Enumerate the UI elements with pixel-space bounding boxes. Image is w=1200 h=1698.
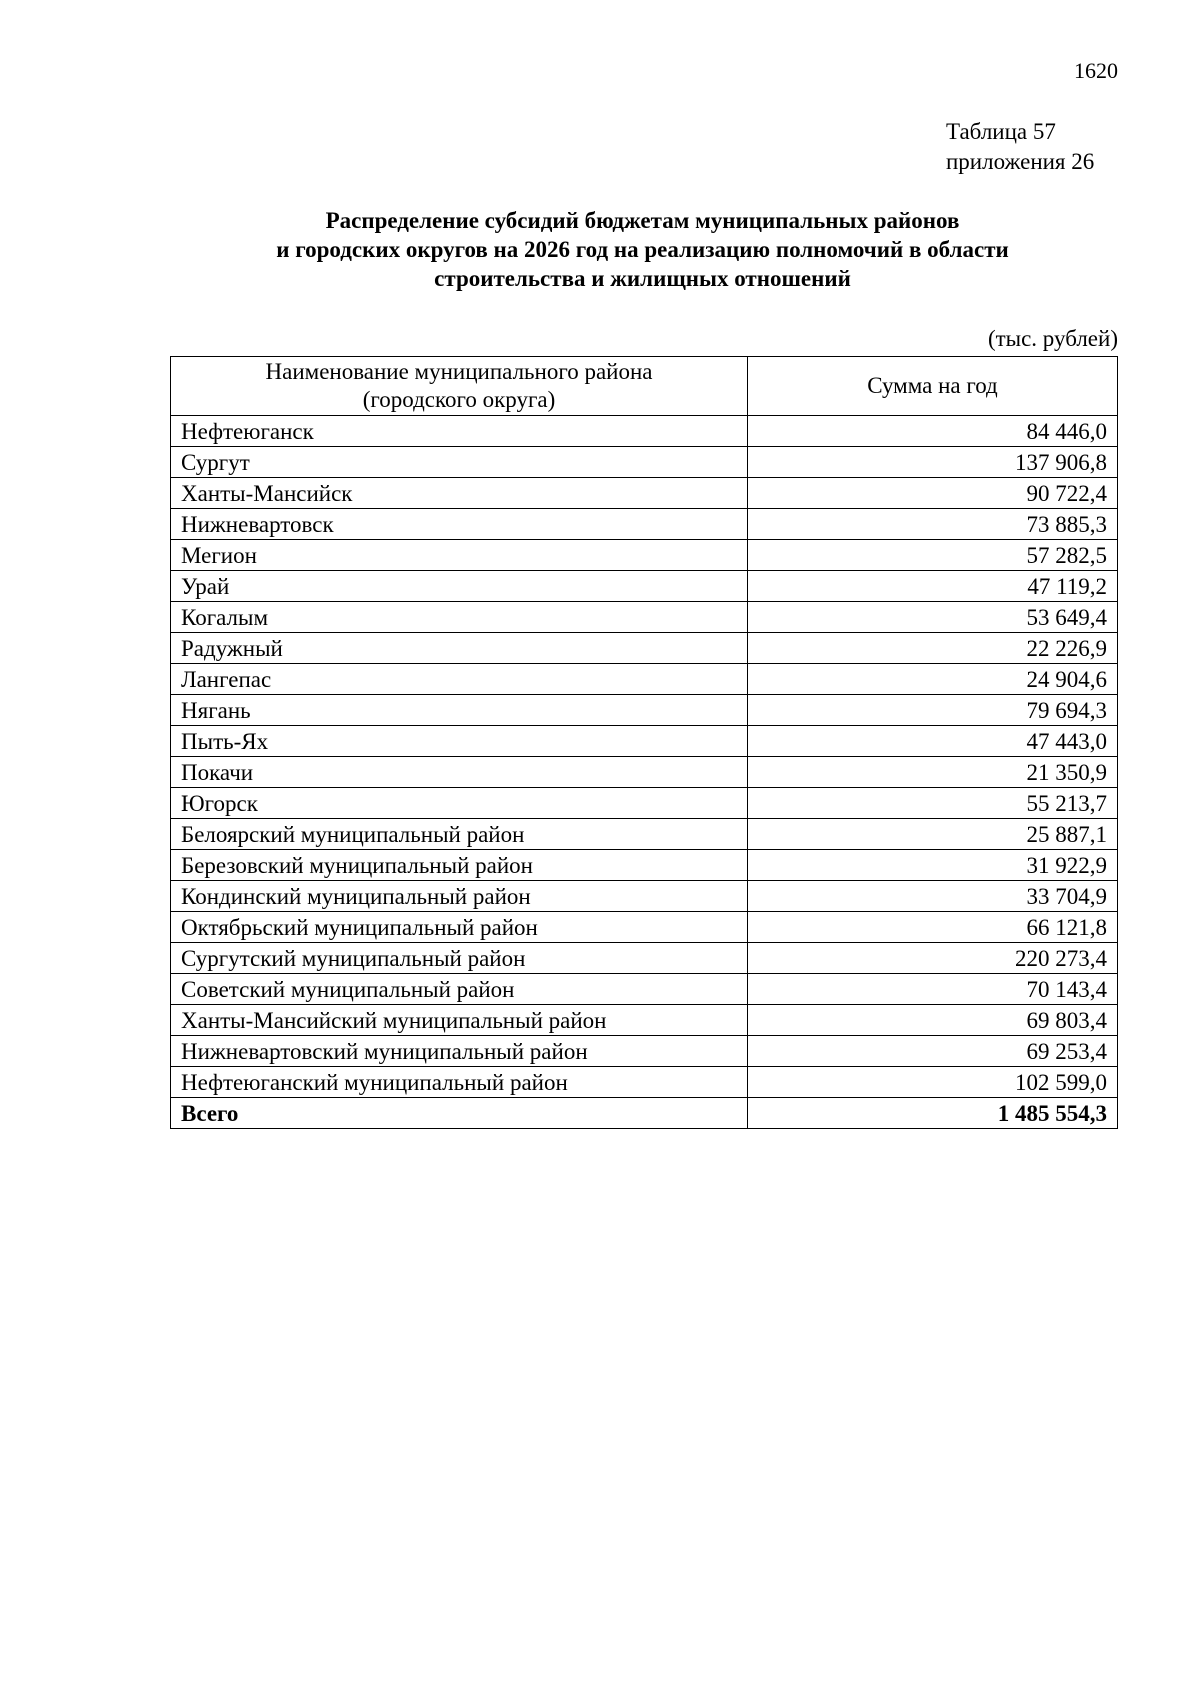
municipality-name: Когалым [171, 602, 748, 633]
total-label: Всего [171, 1098, 748, 1129]
table-row [171, 602, 1118, 633]
municipality-name: Нижневартовский муниципальный район [171, 1036, 748, 1067]
subsidy-amount: 102 599,0 [748, 1067, 1118, 1098]
municipality-name: Кондинский муниципальный район [171, 881, 748, 912]
municipality-name: Сургут [171, 447, 748, 478]
table-row [171, 974, 1118, 1005]
subsidy-amount: 47 443,0 [748, 726, 1118, 757]
municipality-name: Березовский муниципальный район [171, 850, 748, 881]
table-row [171, 664, 1118, 695]
subsidy-amount: 33 704,9 [748, 881, 1118, 912]
table-row [171, 881, 1118, 912]
header-sum: Сумма на год [748, 357, 1118, 416]
table-row [171, 478, 1118, 509]
table-row [171, 633, 1118, 664]
table-row [171, 757, 1118, 788]
municipality-name: Сургутский муниципальный район [171, 943, 748, 974]
document-title-line: и городских округов на 2026 год на реализацию полномочий в области [276, 237, 1009, 262]
subsidy-amount: 47 119,2 [748, 571, 1118, 602]
subsidy-amount: 69 803,4 [748, 1005, 1118, 1036]
subsidy-amount: 21 350,9 [748, 757, 1118, 788]
table-reference-line: Таблица 57 [946, 119, 1056, 144]
subsidy-amount: 79 694,3 [748, 695, 1118, 726]
total-value: 1 485 554,3 [748, 1098, 1118, 1129]
table-reference-line: приложения 26 [946, 149, 1095, 174]
municipality-name: Нефтеюганск [171, 416, 748, 447]
header-name-line: Наименование муниципального района [265, 359, 653, 384]
municipality-name: Белоярский муниципальный район [171, 819, 748, 850]
subsidy-amount: 55 213,7 [748, 788, 1118, 819]
units-label: (тыс. рублей) [987, 326, 1118, 351]
municipality-name: Ханты-Мансийск [171, 478, 748, 509]
table-row [171, 540, 1118, 571]
subsidy-amount: 70 143,4 [748, 974, 1118, 1005]
municipality-name: Октябрьский муниципальный район [171, 912, 748, 943]
table-row [171, 1036, 1118, 1067]
table-body [171, 416, 1118, 1129]
table-row [171, 1067, 1118, 1098]
table-row [171, 726, 1118, 757]
table-row [171, 1005, 1118, 1036]
table-row [171, 695, 1118, 726]
municipality-name: Югорск [171, 788, 748, 819]
table-header-row [171, 357, 1118, 416]
subsidy-amount: 22 226,9 [748, 633, 1118, 664]
municipality-name: Лангепас [171, 664, 748, 695]
municipality-name: Мегион [171, 540, 748, 571]
subsidy-amount: 84 446,0 [748, 416, 1118, 447]
subsidy-table [170, 356, 1118, 1129]
subsidy-amount: 31 922,9 [748, 850, 1118, 881]
document-title-line: строительства и жилищных отношений [434, 266, 851, 291]
municipality-name: Нягань [171, 695, 748, 726]
subsidy-amount: 69 253,4 [748, 1036, 1118, 1067]
table-row [171, 819, 1118, 850]
total-row [171, 1098, 1118, 1129]
document-title-line: Распределение субсидий бюджетам муниципальных районов [325, 208, 960, 233]
table-row [171, 912, 1118, 943]
subsidy-amount: 25 887,1 [748, 819, 1118, 850]
municipality-name: Урай [171, 571, 748, 602]
table-row [171, 943, 1118, 974]
municipality-name: Нефтеюганский муниципальный район [171, 1067, 748, 1098]
municipality-name: Советский муниципальный район [171, 974, 748, 1005]
municipality-name: Радужный [171, 633, 748, 664]
subsidy-amount: 90 722,4 [748, 478, 1118, 509]
table-row [171, 509, 1118, 540]
subsidy-amount: 53 649,4 [748, 602, 1118, 633]
subsidy-amount: 66 121,8 [748, 912, 1118, 943]
municipality-name: Ханты-Мансийский муниципальный район [171, 1005, 748, 1036]
subsidy-amount: 57 282,5 [748, 540, 1118, 571]
table-row [171, 447, 1118, 478]
table-row [171, 571, 1118, 602]
municipality-name: Пыть-Ях [171, 726, 748, 757]
subsidy-amount: 220 273,4 [748, 943, 1118, 974]
page-number: 1620 [1074, 58, 1118, 83]
document-title [170, 206, 1115, 293]
table-reference [946, 117, 1094, 177]
municipality-name: Нижневартовск [171, 509, 748, 540]
header-name [171, 357, 748, 416]
municipality-name: Покачи [171, 757, 748, 788]
table-row [171, 788, 1118, 819]
table-row [171, 850, 1118, 881]
subsidy-amount: 73 885,3 [748, 509, 1118, 540]
header-name-line: (городского округа) [362, 387, 556, 412]
subsidy-amount: 24 904,6 [748, 664, 1118, 695]
subsidy-amount: 137 906,8 [748, 447, 1118, 478]
table-row [171, 416, 1118, 447]
